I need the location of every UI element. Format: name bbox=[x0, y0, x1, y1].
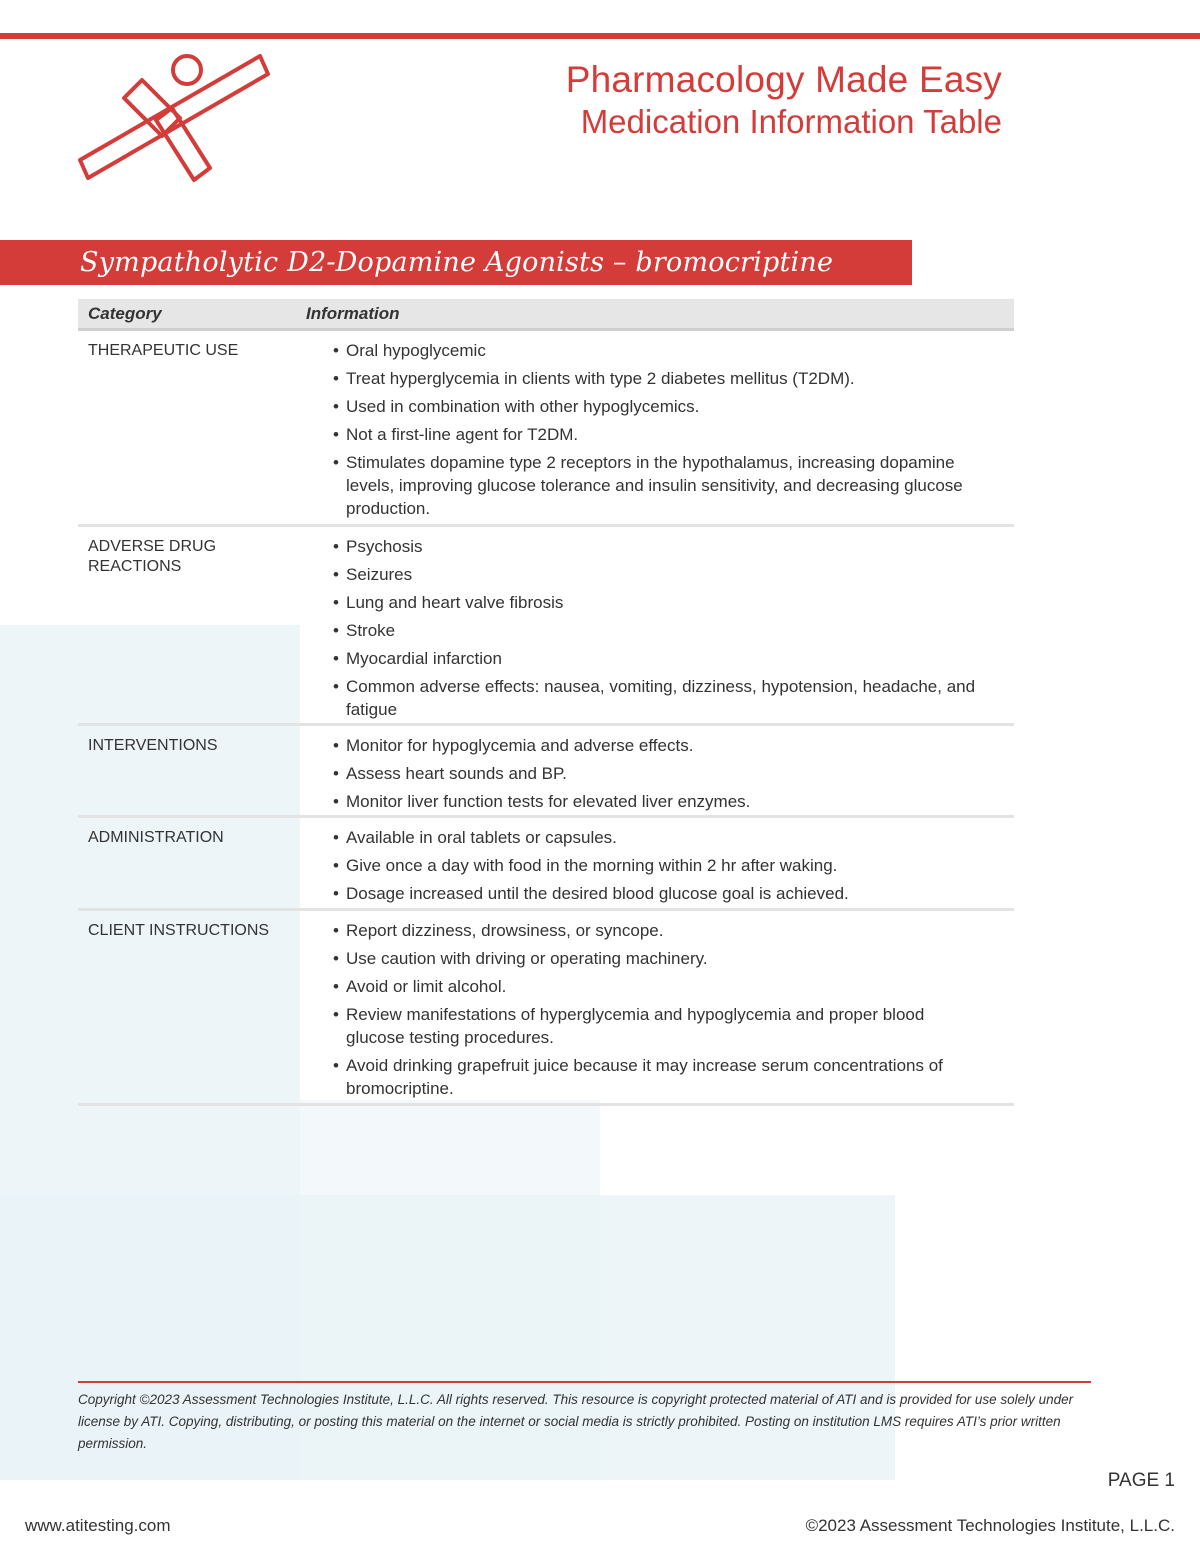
row-information bbox=[308, 911, 1014, 1103]
header-titles bbox=[566, 58, 1002, 142]
medication-table bbox=[78, 299, 1014, 1106]
table-row bbox=[78, 331, 1014, 527]
list-item: • Oral hypoglycemic bbox=[346, 339, 1014, 362]
table-header bbox=[78, 299, 1014, 331]
list-item: • Monitor liver function tests for elevated liver enzymes. bbox=[346, 790, 1014, 813]
copyright-notice: Copyright ©2023 Assessment Technologies Institute, L.L.C. All rights reserved. This resource is copyright protected material of ATI and is provided for use solely under license by ATI. Copying, distributing, or posting this material on the internet or social media is strictly prohibited. Posting on institution LMS requires ATI’s prior written permission. bbox=[78, 1392, 1074, 1451]
list-item: • Stimulates dopamine type 2 receptors in the hypothalamus, increasing dopamine levels, improving glucose tolerance and insulin sensitivity, and decreasing glucose production. bbox=[346, 451, 1014, 520]
row-category: INTERVENTIONS bbox=[88, 737, 218, 754]
list-item: • Avoid drinking grapefruit juice because it may increase serum concentrations of bromocriptine. bbox=[346, 1054, 1014, 1100]
medication-banner-text: Sympatholytic D2-Dopamine Agonists – bromocriptine bbox=[80, 247, 834, 278]
list-item: • Review manifestations of hyperglycemia and hypoglycemia and proper blood glucose testing procedures. bbox=[346, 1003, 1014, 1049]
row-information bbox=[308, 331, 1014, 524]
row-information bbox=[308, 818, 1014, 908]
list-item: • Monitor for hypoglycemia and adverse effects. bbox=[346, 734, 1014, 757]
footer-rule bbox=[78, 1381, 1091, 1383]
page-number: PAGE 1 bbox=[1107, 1470, 1175, 1491]
row-category: ADMINISTRATION bbox=[88, 829, 224, 846]
row-category: THERAPEUTIC USE bbox=[88, 342, 239, 359]
top-accent-rule bbox=[0, 33, 1200, 39]
list-item: • Stroke bbox=[346, 619, 1014, 642]
list-item: • Myocardial infarction bbox=[346, 647, 1014, 670]
list-item: • Dosage increased until the desired blood glucose goal is achieved. bbox=[346, 882, 1014, 905]
organization-copyright: ©2023 Assessment Technologies Institute, L.L.C. bbox=[805, 1516, 1175, 1535]
row-category: CLIENT INSTRUCTIONS bbox=[88, 922, 270, 939]
list-item: • Used in combination with other hypoglycemics. bbox=[346, 395, 1014, 418]
table-row bbox=[78, 818, 1014, 911]
list-item: • Avoid or limit alcohol. bbox=[346, 975, 1014, 998]
list-item: • Available in oral tablets or capsules. bbox=[346, 826, 1014, 849]
row-information bbox=[308, 726, 1014, 815]
column-header-information: Information bbox=[306, 303, 400, 323]
list-item: • Psychosis bbox=[346, 535, 1014, 558]
list-item: • Common adverse effects: nausea, vomiting, dizziness, hypotension, headache, and fatigue bbox=[346, 675, 1014, 721]
ati-figure-logo bbox=[72, 48, 272, 188]
table-row bbox=[78, 726, 1014, 818]
document-subtitle: Medication Information Table bbox=[580, 103, 1002, 140]
document-title: Pharmacology Made Easy bbox=[565, 59, 1002, 100]
list-item: • Lung and heart valve fibrosis bbox=[346, 591, 1014, 614]
list-item: • Assess heart sounds and BP. bbox=[346, 762, 1014, 785]
row-category: ADVERSE DRUG REACTIONS bbox=[88, 538, 217, 575]
list-item: • Seizures bbox=[346, 563, 1014, 586]
table-row bbox=[78, 527, 1014, 726]
table-row bbox=[78, 911, 1014, 1106]
medication-banner bbox=[0, 240, 912, 285]
list-item: • Not a first-line agent for T2DM. bbox=[346, 423, 1014, 446]
list-item: • Treat hyperglycemia in clients with type 2 diabetes mellitus (T2DM). bbox=[346, 367, 1014, 390]
website-link[interactable]: www.atitesting.com bbox=[25, 1516, 171, 1535]
row-information bbox=[308, 527, 1014, 723]
list-item: • Use caution with driving or operating machinery. bbox=[346, 947, 1014, 970]
column-header-category: Category bbox=[88, 303, 162, 323]
list-item: • Give once a day with food in the morning within 2 hr after waking. bbox=[346, 854, 1014, 877]
list-item: • Report dizziness, drowsiness, or syncope. bbox=[346, 919, 1014, 942]
